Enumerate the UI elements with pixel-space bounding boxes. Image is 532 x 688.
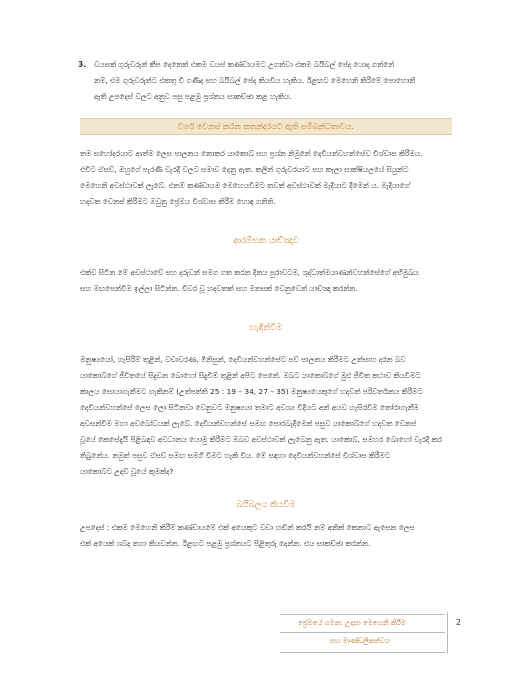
text-line: නම්, එම ගුරුවරුන්ට එකතු වී ගණිද සහ බයිබල් පේද කියවිය හැකිය. ඊළඟට මෙහෙනි කිරීමේ පොහොනි (94, 76, 416, 85)
text-line: උපදෙස් : එකම මෙහෙනි කිරීම් කණ්ඩායමේ එක් අයෙකුට වඩා හඬින් කරයි නම් අනික් කෙනාට ඇසෙන ලෙස (80, 523, 415, 532)
footer-title: ප්‍රේමයේ ගමන: උදාසා මෙහෙනි කිරීම (298, 619, 406, 627)
page-number: 2 (456, 618, 462, 627)
text-line: යාකොබ්ට උදව් වූයේ කුමක්ද? (80, 467, 174, 476)
text-line: අවසන්වීම මහා අවබෝධයක් ලැබේ. දෙවියන්වහන්සේ සමඟ පොරබැදීමෙන් පසුව යාකොබ්ගේ හදවත වෙනස් (80, 419, 417, 428)
text-line: මෙහෙනි අවස්ථාවක් ලැබේ. එනම් කණ්ඩායම මෙහෙයවීමට තවත් අවස්ථාවක් මැදියාට දීමෙන් ය. මැදියාගේ (80, 181, 410, 190)
text-line: යාකොබ්ගේ ජීවිතයේ සිදුවන බොහෝ සිදුවීම් තුළින් අපිට පෙනේ. ඔබට යාකොබ්ගේ මුළු ජීවිත කථාව කියවීමට (80, 371, 421, 380)
section-title: වර්ග වෙනස් කරන කතන්දරයට ඇති සම්බන්ධතාවය. (178, 122, 354, 131)
item-3-paragraph (94, 57, 466, 105)
section-heading: හැඳින්වීම (249, 323, 283, 333)
text-line: දෙවියන්වහන්සේ ලෙස ලො සිටිනවා වෙනුවට මනුෂ්‍යයා තමාට අවශ්‍ය විදියට අන් අයව හැසිරවීම තෝරාගැනීම (80, 403, 419, 412)
text-line: තම සහෝදරයාට ආත්ම ලෙස පාලනය නොකර යාකොබ් සහ ප්‍රශ්න නිමුනේ දෙවියන්වහන්සේව විශ්වාස කිරීමය. (80, 149, 423, 158)
text-line: වයසක් ගුරුවරුන් කීප දෙනෙක් එකම වයස් කණ්ඩායමට උගන්වා එකම බයිබල් පේද යොදා ගන්නේ (94, 60, 395, 69)
footer-divider (280, 632, 445, 633)
list-number: 3. (78, 60, 87, 69)
section-1-paragraph (80, 146, 460, 210)
footer-divider (280, 614, 445, 615)
section-4-paragraph (80, 520, 460, 552)
section-heading: බයිබලය කියවීම (236, 500, 296, 510)
text-line: මනුෂ්‍යයෝ, හැසිරීම් තුළින්, වචාවරණ, මිනිසුන්, දෙවියන්වහන්සේට පව් පාලනය කිරීමට උත්සාහ දරන බව (80, 355, 406, 364)
text-line: සහ මඟපෙන්වීම ඉල්ලා සිටින්න. විවර වූ හදවතක් සහ මනසක් වෙනුවෙන් යාච්ඤා කරන්න. (80, 284, 358, 293)
section-3-paragraph (80, 352, 460, 480)
text-line: එක්ව සිටින මේ අවස්ථාවේ සහ දරුවන් සමග ගත කරන දිනය පුරාවටම, ශුද්ධාත්මයාණන්වහන්සේගේ අභිමුඛය (80, 268, 419, 277)
footer-divider (280, 652, 445, 653)
text-line: කාලය සොයාගැනීමට හැකිනම් (උත්පත්ති 25 : 19 – 34, 27 – 35) මනුෂ්‍යයෙකුගේ හදවත් පරිවර්තනය කිරීමට (80, 387, 423, 396)
text-line: එක් අයෙක් ශබ්ද නගා කියවන්න. ඊළඟට පළමු ප්‍රශ්නයට පිළිතුරු දෙන්න. එය සාකච්ඡා කරන්න. (80, 539, 371, 548)
footer-vertical-divider (447, 612, 448, 654)
text-line: වූයේ කෙසේදැයි පිළිබඳව අවධානය යොමු කිරීමට ඔබව අවස්ථාවක් ලැබෙනු ඇත. යාකොබ්, සමහර බොහෝ වැරදි කර (80, 435, 442, 444)
section-heading: ආරම්භක යාච්ඤාව (233, 236, 299, 246)
text-line: ඇති උපදෙස් වලට අනුව පසු පළමු ප්‍රශ්නය සාකච්ඡා කළ හැකිය. (94, 92, 292, 101)
text-line: එවිට ඒසව්, ඔහුගේ පැරණි වැරදි වලට සමාව දෙනු ඇත. කලින් ගුරුවරයාට සහ කෑලා සාක්ෂියලයේ සියුන්ට (80, 165, 409, 174)
text-line: හදවත වෙනස් කිරීමට ඔවුනු ප්‍රේමය විශ්වාස කිරීම හොඳ ගනිති. (80, 197, 276, 206)
section-2-paragraph (80, 265, 460, 297)
text-line: තිබුනේය. නමුත් පසුව ඒසව් සමඟ සමගි වීමට හැකි විය. මේ සඳහා දෙවියන්වහන්සේ විශ්වාස කිරීමට (80, 451, 391, 460)
footer-subtitle: සහ මාණ්ඩලිකත්වය (330, 637, 390, 645)
section-banner (80, 118, 452, 135)
